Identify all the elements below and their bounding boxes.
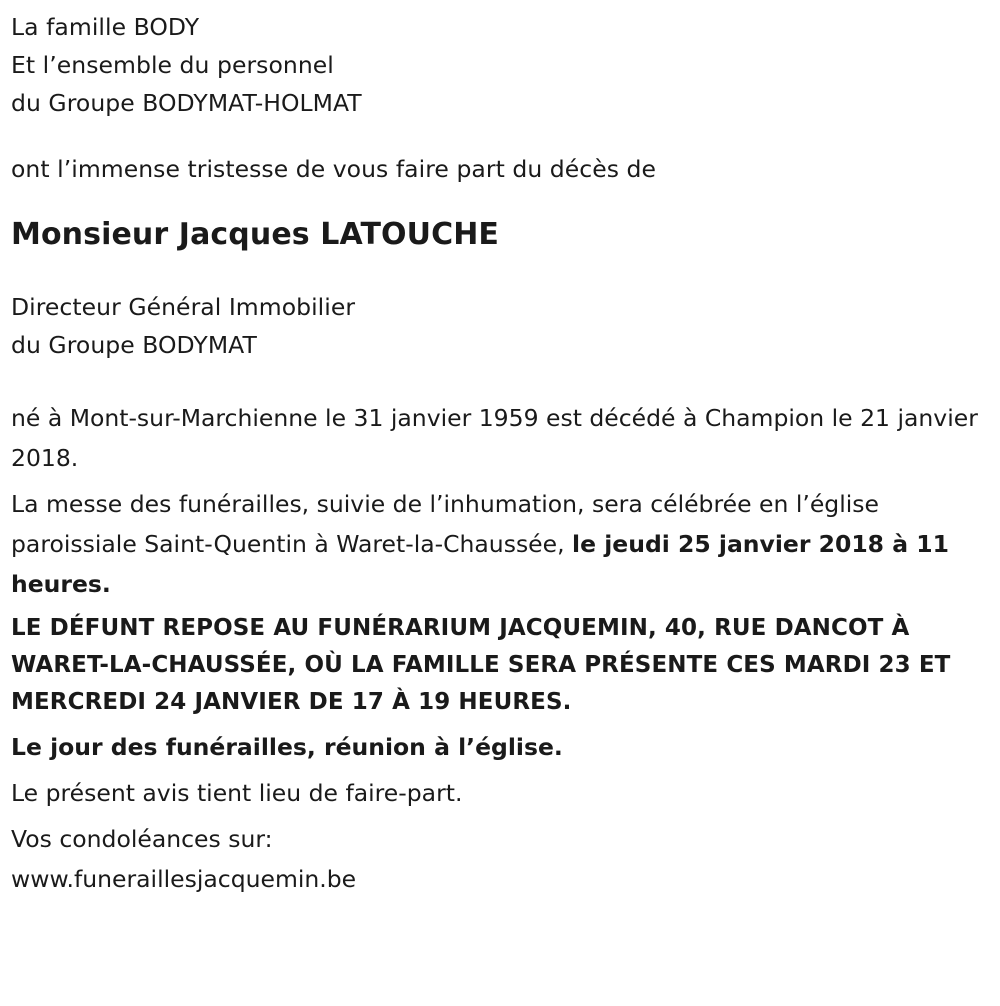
announcer-block (11, 8, 992, 122)
ceremony-text: La messe des funérailles, suivie de l’inhumation, sera célébrée en l’église paroissiale Saint-Quentin à Waret-la-Chaussée, (11, 490, 879, 558)
deceased-title-block (11, 288, 992, 364)
deceased-name: Monsieur Jacques LATOUCHE (11, 217, 500, 252)
condolences-label: Vos condoléances sur: (11, 825, 273, 853)
spacer-before-life (11, 364, 992, 398)
announcer-line-1: La famille BODY (11, 13, 200, 41)
spacer-after-name (11, 254, 992, 288)
ceremony-datetime: le jeudi 25 janvier 2018 à 11 heures. (11, 530, 949, 598)
announcer-line-3: du Groupe BODYMAT-HOLMAT (11, 89, 362, 117)
legal-notice: Le présent avis tient lieu de faire-part. (11, 779, 463, 807)
deceased-title-line-1: Directeur Général Immobilier (11, 293, 356, 321)
gathering-note: Le jour des funérailles, réunion à l’église. (11, 733, 563, 761)
deceased-title-line-2: du Groupe BODYMAT (11, 331, 257, 359)
spacer-after-announcer (11, 122, 992, 150)
life-dates-paragraph: né à Mont-sur-Marchienne le 31 janvier 1959 est décédé à Champion le 21 janvier 2018. (11, 404, 978, 472)
intro-line: ont l’immense tristesse de vous faire part du décès de (11, 155, 657, 183)
funerarium-paragraph: LE DÉFUNT REPOSE AU FUNÉRARIUM JACQUEMIN, 40, RUE DANCOT À WARET-LA-CHAUSSÉE, OÙ LA FAMILLE SERA PRÉSENTE CES MARDI 23 ET MERCREDI 24 JANVIER DE 17 À 19 HEURES. (11, 615, 951, 715)
intro-text (11, 150, 992, 188)
spacer-before-name (11, 188, 992, 216)
condolences-url[interactable]: www.funeraillesjacquemin.be (11, 865, 357, 893)
announcer-line-2: Et l’ensemble du personnel (11, 51, 334, 79)
ceremony-paragraph (11, 484, 992, 604)
